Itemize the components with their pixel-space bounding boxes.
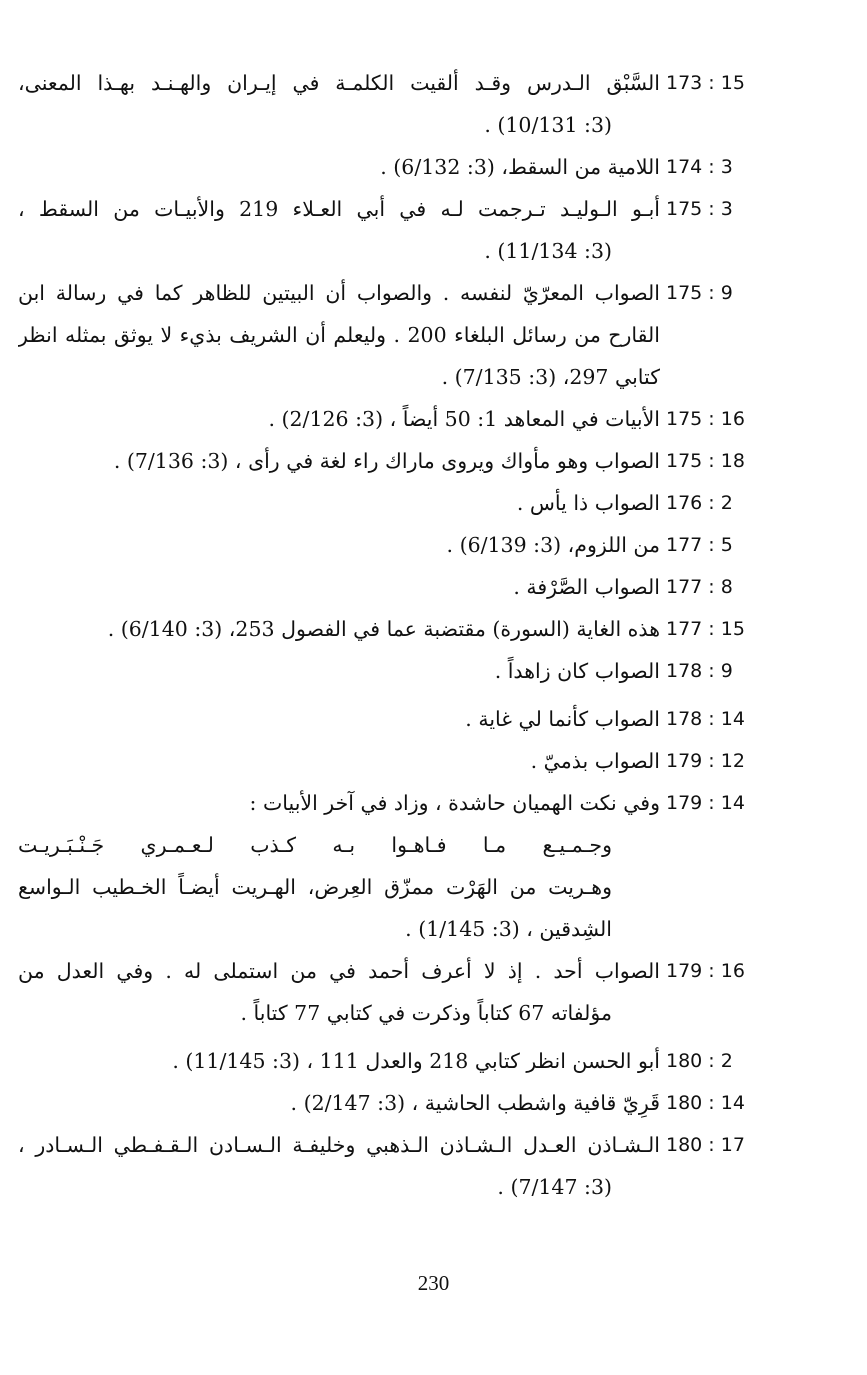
entry-text — [18, 482, 666, 524]
entry-line: مؤلفاته 67 كتاباً وذكرت في كتابي 77 كتاباً . — [240, 1001, 612, 1025]
entry-line: وفي نكت الهميان حاشدة ، وزاد في آخر الأبيات : — [249, 791, 660, 815]
entry-line: أبـو الـوليـد تـرجمت لـه في أبي العـلاء 219 والأبيـات من السقط ، — [18, 197, 660, 221]
entry-text — [18, 1040, 666, 1082]
entry-ref: 179 : 12 — [666, 750, 745, 772]
entry-text — [18, 1082, 666, 1124]
entry-175-9 — [18, 272, 766, 398]
entry-ref: 179 : 16 — [666, 960, 745, 982]
entry-ref: 177 : 8 — [666, 576, 733, 598]
entry-179-12 — [18, 740, 766, 782]
entry-line: هذه الغاية (السورة) مقتضبة عما في الفصول 253، (3: 6/140) . — [107, 617, 660, 641]
entry-text — [18, 608, 666, 650]
entry-line: الصواب الصَّرْفة . — [513, 575, 660, 599]
entry-177-5 — [18, 524, 766, 566]
entry-line: الصواب كأنما لي غاية . — [465, 707, 660, 731]
entry-line: الأبيات في المعاهد 1: 50 أيضاً ، (3: 2/126) . — [268, 407, 660, 431]
entry-line: الصواب وهو مأواك ويروى ماراك راء لغة في رأى ، (3: 7/136) . — [113, 449, 660, 473]
entry-ref: 179 : 14 — [666, 792, 745, 814]
entry-180-2 — [18, 1040, 766, 1082]
entry-text — [18, 188, 666, 272]
entry-180-17 — [18, 1124, 766, 1208]
entry-text — [18, 1124, 666, 1208]
entry-text — [18, 62, 666, 146]
page-number: 230 — [417, 1271, 450, 1295]
entry-text — [18, 650, 666, 692]
entry-line: من اللزوم، (3: 6/139) . — [446, 533, 660, 557]
entry-ref: 175 : 18 — [666, 450, 745, 472]
entry-174-3 — [18, 146, 766, 188]
entry-text — [18, 698, 666, 740]
entry-180-14 — [18, 1082, 766, 1124]
entry-text — [18, 272, 666, 398]
entry-173-15 — [18, 62, 766, 146]
entry-line: (3: 11/134) . — [484, 239, 612, 263]
entry-text — [18, 950, 666, 1034]
entry-ref: 176 : 2 — [666, 492, 733, 514]
entry-text — [18, 740, 666, 782]
entry-ref: 178 : 9 — [666, 660, 733, 682]
entry-line: كتابي 297، (3: 7/135) . — [441, 365, 660, 389]
entry-text — [18, 524, 666, 566]
entry-ref: 180 : 14 — [666, 1092, 745, 1114]
entry-line: (3: 10/131) . — [484, 113, 612, 137]
entry-line: الصواب ذا يأس . — [516, 491, 660, 515]
entry-177-8 — [18, 566, 766, 608]
entry-line: قَرِيّ قافية واشطب الحاشية ، (3: 2/147) . — [290, 1091, 660, 1115]
entry-ref: 177 : 15 — [666, 618, 745, 640]
entry-line: الصواب بذميّ . — [530, 749, 660, 773]
entry-text — [18, 782, 666, 950]
entry-ref: 175 : 9 — [666, 282, 733, 304]
entry-179-14 — [18, 782, 766, 950]
entry-line: السَّبْق الـدرس وقـد ألقيت الكلمـة في إيـران والهـنـد بهـذا المعنى، — [18, 71, 660, 95]
entry-ref: 177 : 5 — [666, 534, 733, 556]
entry-line: الصواب المعرّيّ لنفسه . والصواب أن البيتين للظاهر كما في رسالة ابن — [18, 281, 660, 305]
entry-line: الـشـاذن العـدل الـشـاذن الـذهبي وخليفـة الـسـادن الـقـفـطي الـسـادر ، — [18, 1133, 660, 1157]
entry-ref: 173 : 15 — [666, 72, 745, 94]
entry-text — [18, 398, 666, 440]
entry-line: وهـريت من الهَرْت ممزّق العِرض، الهـريت أيضـاً الخـطيب الـواسع — [18, 875, 612, 899]
entry-ref: 175 : 16 — [666, 408, 745, 430]
entry-line: أبو الحسن انظر كتابي 218 والعدل 111 ، (3: 11/145) . — [172, 1049, 660, 1073]
entry-175-16 — [18, 398, 766, 440]
entry-ref: 178 : 14 — [666, 708, 745, 730]
entry-175-3 — [18, 188, 766, 272]
entry-ref: 174 : 3 — [666, 156, 733, 178]
entry-ref: 180 : 17 — [666, 1134, 745, 1156]
entry-text — [18, 146, 666, 188]
entry-179-16 — [18, 950, 766, 1034]
entry-line: (3: 7/147) . — [497, 1175, 612, 1199]
entry-ref: 175 : 3 — [666, 198, 733, 220]
entry-text — [18, 440, 666, 482]
entry-text — [18, 566, 666, 608]
verse-line: وجـمـيـع مـا فـاهـوا بـه كـذب لـعـمـري جَـنْـبَـريـت — [18, 833, 612, 857]
entry-line: الصواب أحد . إذ لا أعرف أحمد في من استملى له . وفي العدل من — [18, 959, 660, 983]
entry-line: الشِدقين ، (3: 1/145) . — [405, 917, 612, 941]
entry-178-14 — [18, 698, 766, 740]
entry-line: اللامية من السقط، (3: 6/132) . — [380, 155, 660, 179]
page-body — [18, 62, 766, 1208]
entry-178-9 — [18, 650, 766, 692]
entry-ref: 180 : 2 — [666, 1050, 733, 1072]
entry-line: الصواب كان زاهداً . — [494, 659, 660, 683]
entry-176-2 — [18, 482, 766, 524]
entry-177-15 — [18, 608, 766, 650]
entry-175-18 — [18, 440, 766, 482]
entry-line: القارح من رسائل البلغاء 200 . وليعلم أن الشريف بذيء لا يوثق بمثله انظر — [18, 323, 660, 347]
